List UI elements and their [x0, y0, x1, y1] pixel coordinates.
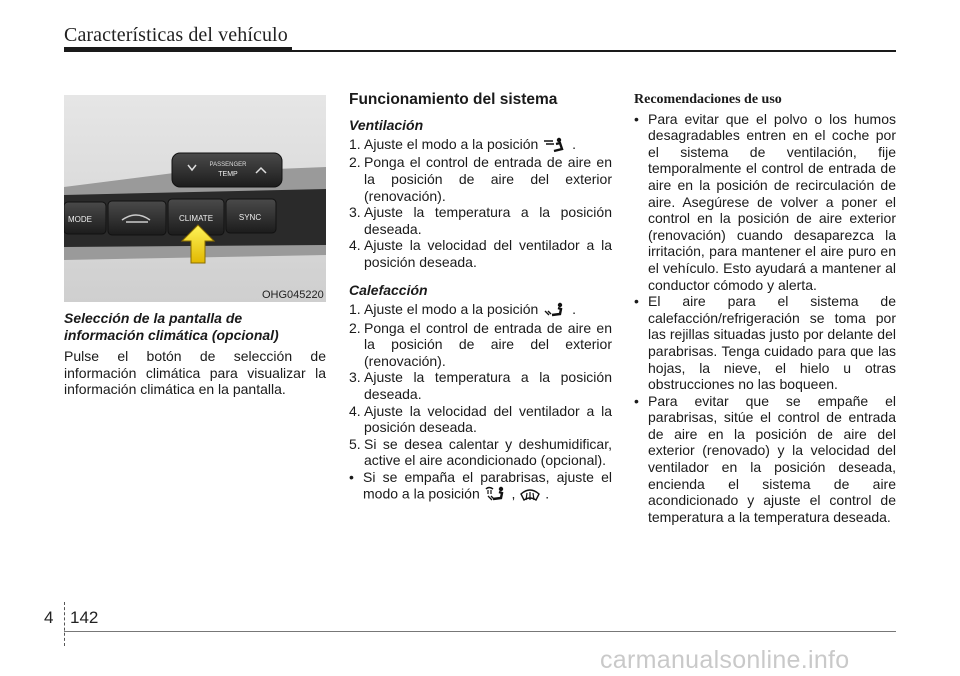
section-subtitle-line2: información climática (opcional) [64, 326, 279, 343]
step-text: Ponga el control de entrada de aire en la posición de aire del exterior (renovación). [364, 154, 612, 204]
list-item [349, 154, 612, 204]
bullet: • [634, 110, 639, 127]
sync-button-label: SYNC [238, 213, 262, 222]
list-item [634, 111, 896, 294]
list-item [349, 204, 612, 237]
step-number: 5. [349, 435, 361, 452]
step-number: 4. [349, 402, 361, 419]
step-text: Ajuste la temperatura a la posición deseada. [364, 204, 612, 237]
step-text: Ponga el control de entrada de aire en la posición de aire del exterior (renovación). [364, 319, 612, 369]
step-text: Ajuste el modo a la posición [364, 136, 539, 153]
ventilation-title: Ventilación [349, 116, 424, 133]
step-number: 3. [349, 369, 361, 386]
section-number: 4 [44, 608, 54, 627]
middle-column [349, 92, 612, 505]
bullet-text: El aire para el sistema de calefacción/refrigeración se toma por las rejillas situadas justo por delante del parabrisas. Tenga cuidado para que las hojas, la nieve, el hielo u otras obstrucciones no las boqueen. [648, 293, 896, 393]
list-item: 1. Ajuste el modo a la posición . [349, 136, 612, 154]
header-rule [64, 50, 896, 52]
footer-divider [64, 602, 65, 646]
bullet-text: Si se empaña el parabrisas, ajuste el modo a la posición [363, 468, 612, 503]
step-text: Ajuste el modo a la posición [364, 301, 539, 318]
step-number: 2. [349, 154, 361, 171]
page-header-title: Características del vehículo [64, 24, 288, 46]
recommendations-heading: Recomendaciones de uso [634, 92, 782, 107]
section-subtitle-line1: Selección de la pantalla de [64, 310, 243, 326]
step-number: 3. [349, 204, 361, 221]
right-column [634, 92, 896, 525]
list-item [634, 293, 896, 393]
step-number: 4. [349, 237, 361, 254]
step-number: 2. [349, 319, 361, 336]
section-heading: Funcionamiento del sistema [349, 91, 558, 108]
dashboard-illustration [64, 95, 326, 302]
footer-rule [64, 631, 896, 632]
floor-defrost-mode-icon [484, 485, 508, 505]
floor-mode-icon [542, 302, 568, 320]
paragraph-line: información climática en la pantalla. [64, 381, 286, 398]
list-item [349, 403, 612, 436]
step-text: Ajuste la velocidad del ventilador a la posición deseada. [364, 402, 612, 436]
step-text: Ajuste la velocidad del ventilador a la posición deseada. [364, 237, 612, 271]
defrost-icon [519, 486, 541, 504]
bullet: • [634, 293, 639, 310]
list-item [634, 393, 896, 526]
temp-label: TEMP [218, 171, 238, 178]
left-column [64, 310, 326, 398]
passenger-label: PASSENGER [209, 162, 247, 168]
heating-title: Calefacción [349, 281, 428, 298]
paragraph-line: información climática para visualizar la [64, 364, 326, 381]
bullet: • [634, 392, 639, 409]
figure-code: OHG045220 [262, 289, 324, 301]
step-number: 1. [349, 301, 361, 318]
list-item [349, 436, 612, 469]
climate-button-label: CLIMATE [178, 214, 214, 223]
paragraph-line: Pulse el botón de selección de [64, 348, 326, 364]
step-text: Ajuste la temperatura a la posición deseada. [364, 369, 612, 402]
vent-face-mode-icon [542, 136, 568, 154]
bullet-text: Para evitar que el polvo o los humos desagradables entren en el coche por el sistema de ventilación, fije temporalmente el control de entrada de aire en la posición de recirculación de aire. Asegúrese de volver a poner el control en la posición de aire exterior (renovación) cuando desaparezca la irritación, para mantener el aire puro en el vehículo. Esto ayudará a mantener al conductor cómodo y alerta. [648, 110, 896, 293]
list-item: • Si se empaña el parabrisas, ajuste el modo a la posición , . [349, 469, 612, 506]
list-item [349, 369, 612, 402]
bullet-text: Para evitar que se empañe el parabrisas, sitúe el control de entrada de aire en la posición de aire del exterior (renovado) y la velocidad del ventilador en la posición deseada, encienda el sistema de aire acondicionado y ajuste el control de temperatura a la temperatura deseada. [648, 392, 896, 525]
list-item [349, 237, 612, 270]
climate-buttons-photo [64, 95, 326, 302]
step-number: 1. [349, 136, 361, 153]
list-item: 1. Ajuste el modo a la posición . [349, 301, 612, 319]
bullet: • [349, 468, 354, 485]
step-text: Si se desea calentar y deshumidificar, active el aire acondicionado (opcional). [364, 435, 612, 469]
watermark: carmanualsonline.info [600, 646, 850, 674]
mode-button-label: MODE [68, 215, 92, 224]
page-number: 142 [70, 608, 99, 627]
list-item [349, 320, 612, 370]
